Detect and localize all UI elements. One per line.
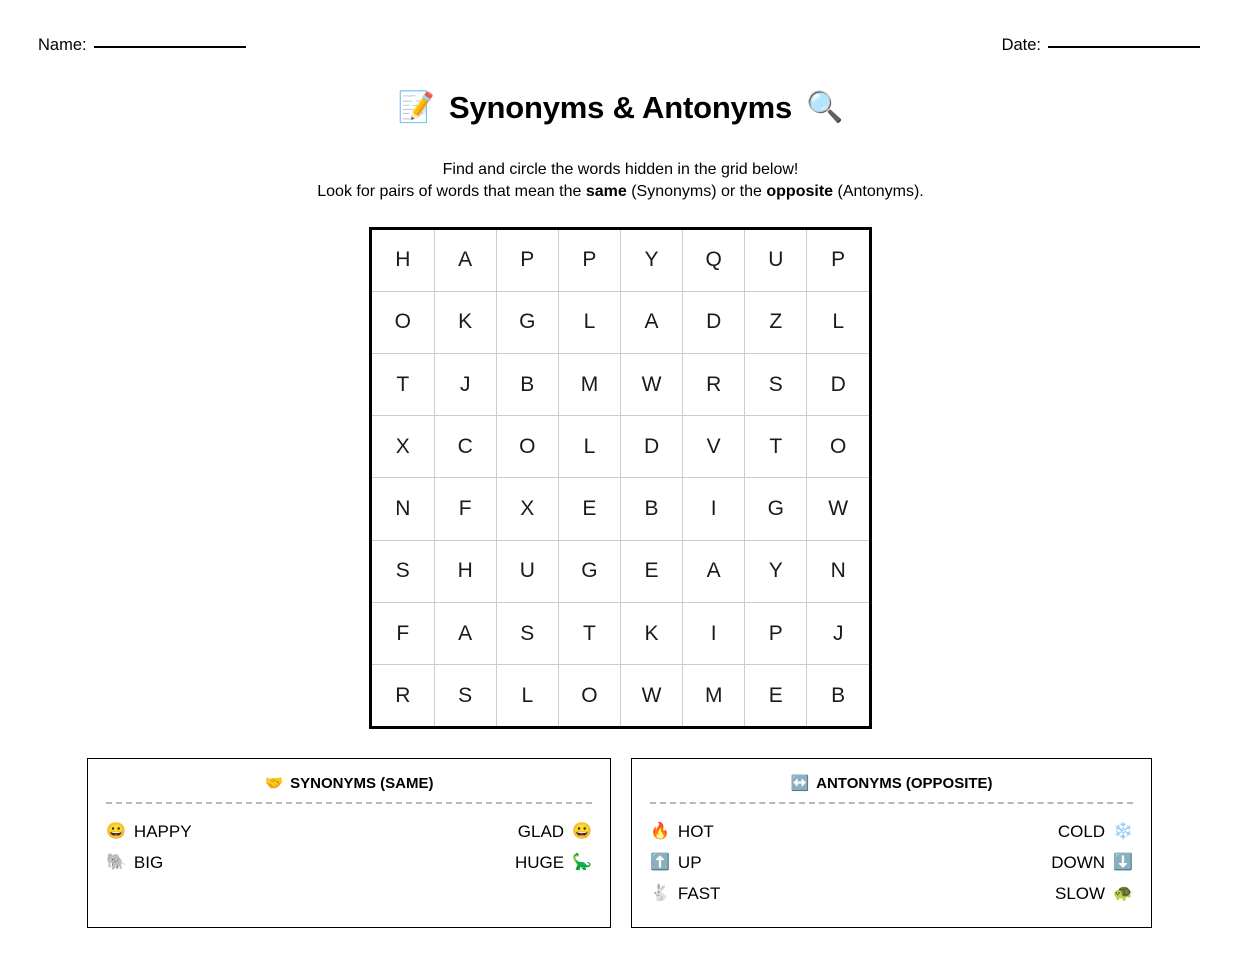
letter-cell[interactable]: B	[807, 665, 869, 726]
letter-cell[interactable]: M	[683, 665, 745, 726]
word-pair-left[interactable]	[650, 822, 714, 842]
letter-cell[interactable]: P	[558, 230, 620, 291]
letter-grid-row	[372, 665, 869, 726]
word-fast: FAST	[677, 883, 721, 903]
word-pair-right[interactable]	[518, 822, 592, 842]
word-pair-left[interactable]	[106, 853, 163, 873]
letter-cell[interactable]: D	[621, 416, 683, 478]
letter-cell[interactable]: T	[745, 416, 807, 478]
magnifying-glass-icon: 🔍	[806, 91, 844, 124]
letter-cell[interactable]: E	[558, 478, 620, 540]
letter-cell[interactable]: L	[558, 291, 620, 353]
date-write-line[interactable]	[1048, 46, 1200, 48]
word-down: DOWN	[1051, 852, 1106, 872]
left-right-arrow-icon: ↔️	[790, 775, 810, 792]
letter-cell[interactable]: F	[372, 603, 434, 665]
letter-cell[interactable]: D	[683, 291, 745, 353]
letter-cell[interactable]: A	[434, 603, 496, 665]
letter-cell[interactable]: L	[558, 416, 620, 478]
word-pair-row[interactable]	[106, 847, 592, 878]
word-glad: GLAD	[517, 821, 565, 841]
letter-grid-body	[372, 230, 869, 726]
word-pair-right[interactable]	[1055, 884, 1133, 904]
letter-cell[interactable]: S	[496, 603, 558, 665]
letter-cell[interactable]: U	[496, 540, 558, 602]
letter-cell[interactable]: W	[807, 478, 869, 540]
date-field	[1002, 36, 1200, 55]
instruction-line-2	[0, 181, 1241, 203]
letter-cell[interactable]: S	[434, 665, 496, 726]
letter-cell[interactable]: Y	[621, 230, 683, 291]
name-write-line[interactable]	[94, 46, 246, 48]
letter-cell[interactable]: J	[434, 353, 496, 415]
up-arrow-icon: ⬆️	[650, 853, 670, 871]
sauropod-icon: 🦕	[572, 853, 592, 871]
letter-cell[interactable]: H	[372, 230, 434, 291]
letter-cell[interactable]: T	[558, 603, 620, 665]
synonyms-word-box	[87, 758, 611, 928]
letter-grid-row	[372, 291, 869, 353]
letter-cell[interactable]: C	[434, 416, 496, 478]
letter-cell[interactable]: A	[683, 540, 745, 602]
turtle-icon: 🐢	[1113, 884, 1133, 902]
letter-cell[interactable]: J	[807, 603, 869, 665]
name-label: Name:	[38, 36, 87, 54]
letter-cell[interactable]: B	[621, 478, 683, 540]
letter-cell[interactable]: I	[683, 603, 745, 665]
letter-cell[interactable]: N	[807, 540, 869, 602]
word-pair-left[interactable]	[650, 853, 702, 873]
letter-grid-row	[372, 230, 869, 291]
instruction-emphasis-opposite: opposite	[766, 183, 834, 200]
letter-cell[interactable]: P	[807, 230, 869, 291]
letter-cell[interactable]: B	[496, 353, 558, 415]
letter-cell[interactable]: I	[683, 478, 745, 540]
word-pair-left[interactable]	[106, 822, 192, 842]
letter-cell[interactable]: N	[372, 478, 434, 540]
letter-cell[interactable]: U	[745, 230, 807, 291]
word-lists-row	[0, 758, 1241, 930]
fire-icon: 🔥	[650, 822, 670, 840]
word-happy: HAPPY	[133, 821, 192, 841]
letter-cell[interactable]: E	[621, 540, 683, 602]
word-pair-row[interactable]	[650, 878, 1133, 909]
letter-cell[interactable]: A	[621, 291, 683, 353]
elephant-icon: 🐘	[106, 853, 126, 871]
letter-cell[interactable]: R	[372, 665, 434, 726]
word-search-grid[interactable]	[369, 227, 872, 729]
letter-cell[interactable]: P	[745, 603, 807, 665]
handshake-icon: 🤝	[264, 775, 284, 792]
letter-grid-row	[372, 478, 869, 540]
instruction-emphasis-same: same	[585, 183, 627, 200]
letter-grid-table	[372, 230, 869, 726]
page-title: Synonyms & Antonyms	[449, 90, 792, 125]
rabbit-icon: 🐇	[650, 884, 670, 902]
antonyms-divider	[650, 802, 1133, 804]
letter-cell[interactable]: Y	[745, 540, 807, 602]
date-label: Date:	[1001, 36, 1041, 54]
word-pair-right[interactable]	[1051, 853, 1133, 873]
letter-cell[interactable]: O	[558, 665, 620, 726]
antonyms-pair-list	[650, 816, 1133, 909]
letter-cell[interactable]: W	[621, 353, 683, 415]
letter-cell[interactable]: L	[807, 291, 869, 353]
letter-cell[interactable]: F	[434, 478, 496, 540]
synonyms-heading-label: SYNONYMS (SAME)	[290, 775, 434, 792]
letter-cell[interactable]: Z	[745, 291, 807, 353]
letter-cell[interactable]: L	[496, 665, 558, 726]
title-line	[398, 90, 844, 126]
letter-cell[interactable]: G	[745, 478, 807, 540]
letter-cell[interactable]: G	[558, 540, 620, 602]
word-pair-left[interactable]	[650, 884, 720, 904]
worksheet-title-block	[0, 90, 1241, 126]
word-up: UP	[677, 852, 702, 872]
letter-cell[interactable]: X	[372, 416, 434, 478]
antonyms-heading	[650, 775, 1133, 793]
letter-cell[interactable]: G	[496, 291, 558, 353]
snowflake-icon: ❄️	[1113, 822, 1133, 840]
letter-grid-row	[372, 540, 869, 602]
letter-cell[interactable]: O	[372, 291, 434, 353]
word-pair-row[interactable]	[106, 816, 592, 847]
synonyms-heading	[106, 775, 592, 793]
letter-cell[interactable]: R	[683, 353, 745, 415]
word-pair-right[interactable]	[1058, 822, 1133, 842]
letter-cell[interactable]: Q	[683, 230, 745, 291]
instructions-block	[0, 159, 1241, 203]
antonyms-word-box	[631, 758, 1152, 928]
letter-cell[interactable]: W	[621, 665, 683, 726]
letter-grid-row	[372, 416, 869, 478]
letter-cell[interactable]: P	[496, 230, 558, 291]
letter-cell[interactable]: A	[434, 230, 496, 291]
letter-cell[interactable]: X	[496, 478, 558, 540]
letter-cell[interactable]: H	[434, 540, 496, 602]
instruction-line-2-suffix: (Antonyms).	[833, 183, 924, 200]
synonyms-pair-list	[106, 816, 592, 878]
down-arrow-icon: ⬇️	[1113, 853, 1133, 871]
student-info-row	[0, 36, 1241, 60]
word-pair-row[interactable]	[650, 816, 1133, 847]
memo-icon: 📝	[397, 91, 435, 124]
word-pair-row[interactable]	[650, 847, 1133, 878]
letter-cell[interactable]: E	[745, 665, 807, 726]
letter-cell[interactable]: S	[745, 353, 807, 415]
letter-cell[interactable]: V	[683, 416, 745, 478]
letter-grid-row	[372, 603, 869, 665]
letter-cell[interactable]: K	[434, 291, 496, 353]
instruction-line-2-mid: (Synonyms) or the	[626, 183, 767, 200]
word-cold: COLD	[1057, 821, 1106, 841]
word-pair-right[interactable]	[515, 853, 592, 873]
word-slow: SLOW	[1055, 883, 1106, 903]
word-big: BIG	[133, 852, 164, 872]
letter-grid-row	[372, 353, 869, 415]
letter-cell[interactable]: O	[807, 416, 869, 478]
letter-cell[interactable]: S	[372, 540, 434, 602]
instruction-line-1: Find and circle the words hidden in the grid below!	[442, 161, 799, 178]
letter-cell[interactable]: M	[558, 353, 620, 415]
instruction-line-2-prefix: Look for pairs of words that mean the	[317, 183, 586, 200]
name-field	[38, 36, 246, 55]
synonyms-divider	[106, 802, 592, 804]
letter-cell[interactable]: O	[496, 416, 558, 478]
word-hot: HOT	[677, 821, 714, 841]
grinning-face-icon: 😀	[572, 822, 592, 840]
letter-cell[interactable]: D	[807, 353, 869, 415]
antonyms-heading-label: ANTONYMS (OPPOSITE)	[816, 775, 993, 792]
letter-cell[interactable]: K	[621, 603, 683, 665]
grinning-face-icon: 😀	[106, 822, 126, 840]
word-huge: HUGE	[514, 852, 565, 872]
letter-cell[interactable]: T	[372, 353, 434, 415]
